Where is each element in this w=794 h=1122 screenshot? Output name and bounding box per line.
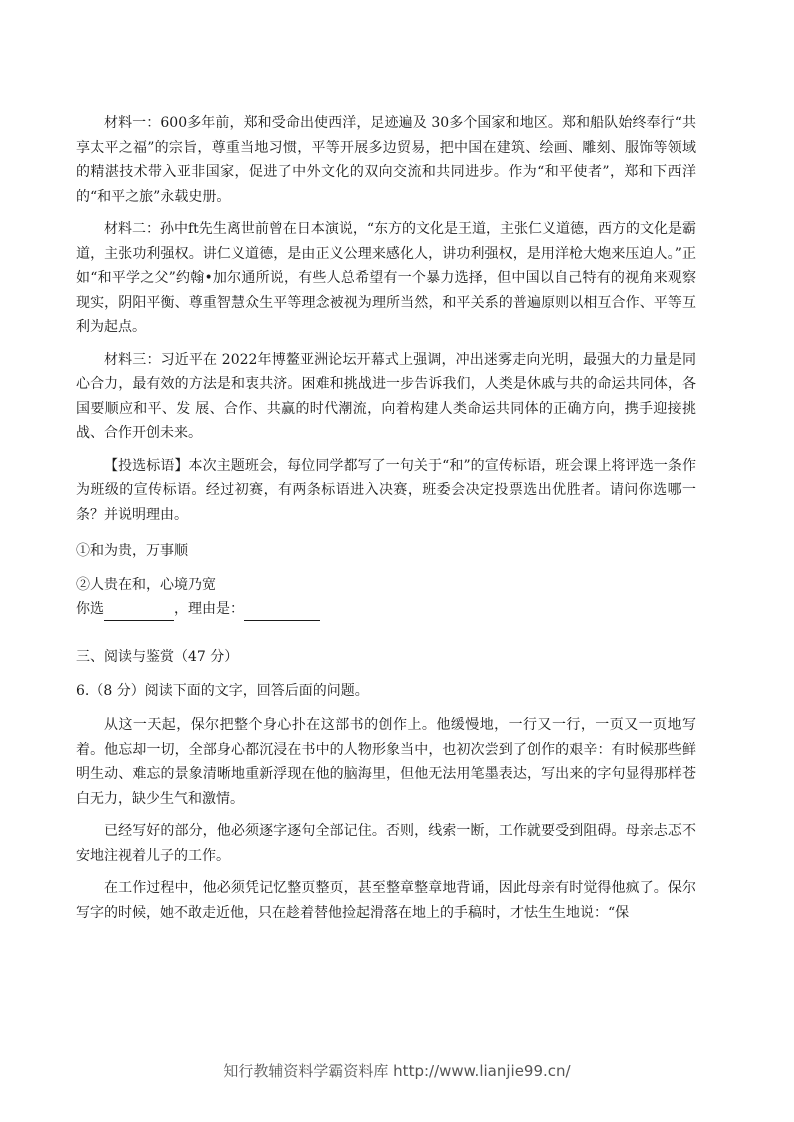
slogan-option-one: ①和为贵，万事顺 (76, 543, 188, 559)
answer-line (76, 597, 696, 621)
reason-blank (244, 604, 320, 621)
passage-paragraph-three: 在工作过程中，他必须凭记忆整页整页，甚至整章整章地背诵，因此母亲有时觉得他疯了。保尔写字的时候，她不敢走近他，只在趁着替他捡起滑落在地上的手稿时，才怯生生地说：“保 (76, 880, 696, 921)
passage-paragraph-one: 从这一天起，保尔把整个身心扑在这部书的创作上。他缓慢地，一行又一行，一页又一页地写着。他忘却一切，全部身心都沉浸在书中的人物形象当中，也初次尝到了创作的艰辛：有时候那些鲜明生动、难忘的景象清晰地重新浮现在他的脑海里，但他无法用笔墨表达，写出来的字句显得那样苍白无力，缺少生气和激情。 (76, 717, 696, 807)
answer-prefix: 你选 (76, 601, 104, 617)
material-two-paragraph: 材料二：孙中ft先生离世前曾在日本演说，“东方的文化是王道，主张仁义道德，西方的文化是霸道，主张功利强权。讲仁义道德，是由正义公理来感化人，讲功利强权，是用洋枪大炮来压迫人。”正如“和平学之父”约翰•加尔通所说，有些人总希望有一个暴力选择，但中国以自己特有的视角来观察现实，阴阳平衡、尊重智慧众生平等理念被视为理所当然，和平关系的普遍原则以相互合作、平等互利为起点。 (76, 221, 696, 335)
question-six-prompt: 6.（8 分）阅读下面的文字，回答后面的问题。 (76, 683, 369, 699)
material-three-paragraph: 材料三：习近平在 2022年博鳌亚洲论坛开幕式上强调，冲出迷雾走向光明，最强大的力量是同心合力，最有效的方法是和衷共济。困难和挑战进一步告诉我们，人类是休戚与共的命运共同体，各国要顺应和平、发 展、合作、共赢的时代潮流，向着构建人类命运共同体的正确方向，携手迎接挑战、合作开创未来。 (76, 351, 696, 441)
section-three-heading: 三、阅读与鉴赏（47 分） (76, 649, 239, 665)
document-body (76, 111, 696, 925)
vote-slogan-paragraph: 【投选标语】本次主题班会，每位同学都写了一句关于“和”的宣传标语，班会课上将评选一条作为班级的宣传标语。经过初赛，有两条标语进入决赛，班委会决定投票选出优胜者。请问你选哪一条？并说明理由。 (76, 457, 696, 523)
choice-blank (104, 604, 174, 621)
footer-watermark: 知行教辅资料学霸资料库 http://www.lianjie99.cn/ (223, 1062, 571, 1080)
material-one-paragraph: 材料一：600多年前，郑和受命出使西洋，足迹遍及 30多个国家和地区。郑和船队始终奉行“共享太平之福”的宗旨，尊重当地习惯，平等开展多边贸易，把中国在建筑、绘画、雕刻、服饰等领域的精湛技术带入亚非国家，促进了中外文化的双向交流和共同进步。作为“和平使者”，郑和下西洋的“和平之旅”永载史册。 (76, 115, 696, 205)
passage-paragraph-two: 已经写好的部分，他必须逐字逐句全部记住。否则，线索一断，工作就要受到阻碍。母亲忐忑不安地注视着儿子的工作。 (76, 823, 696, 864)
slogan-option-two: ②人贵在和，心境乃宽 (76, 577, 216, 593)
answer-middle: ，理由是： (174, 601, 244, 617)
